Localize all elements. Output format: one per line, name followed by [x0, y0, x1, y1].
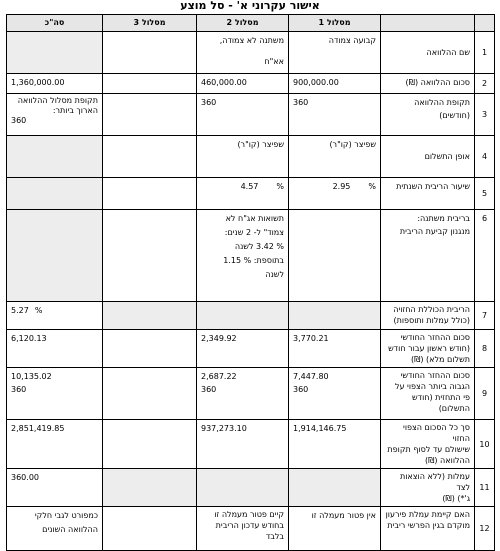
track-2-cell: שפיצר (קו"ר) [197, 136, 289, 178]
track-1-cell: שפיצר (קו"ר) [289, 136, 381, 178]
table-row [7, 330, 495, 368]
rate-number: 5.27 [11, 306, 29, 315]
amount: 2,851,419.85 [11, 424, 65, 433]
param-label [381, 368, 475, 420]
track-2-cell [197, 420, 289, 469]
total-cell [7, 94, 103, 136]
track-3-cell [103, 330, 197, 368]
param-label: שם ההלוואה [381, 32, 475, 74]
track-3-cell [103, 178, 197, 210]
row-number: 1 [475, 32, 495, 74]
amount: 360.00 [11, 473, 39, 482]
amount: 1,360,000.00 [11, 78, 65, 87]
header-track-2: מסלול 2 [197, 15, 289, 32]
track-2-line: בתוספת: % 1.15 [223, 256, 284, 265]
amount: 900,000.00 [293, 78, 339, 87]
table-row [7, 302, 495, 330]
track-2-line: בחודש עדכון הריבית [215, 521, 284, 530]
track-1-cell: קבועה צמודה [289, 32, 381, 74]
track-3-cell [103, 210, 197, 302]
percent-sign: % [34, 306, 43, 315]
track-2-cell [197, 178, 289, 210]
rate-number: 4.57 [240, 182, 259, 191]
table-row [7, 368, 495, 420]
track-2-line: לשנה [265, 270, 284, 279]
param-line: פי התחזית (חודש [412, 393, 470, 402]
track-1-cell [289, 420, 381, 469]
param-line: מוקדם בגין הפרשי ריבית [387, 521, 470, 530]
track-2-cell [197, 330, 289, 368]
track-1-cell [289, 178, 381, 210]
param-label: תקופת ההלוואה (חודשים) [381, 94, 475, 136]
table-row [7, 420, 495, 469]
total-line: 360 [11, 116, 27, 125]
table-row [7, 32, 495, 74]
param-label [381, 330, 475, 368]
param-line: תשלום מלא) (₪) [410, 355, 470, 364]
track-1-cell [289, 74, 381, 94]
amount: 7,447.80 [293, 372, 329, 381]
table-row [7, 74, 495, 94]
param-label: סכום ההלוואה (₪) [381, 74, 475, 94]
param-line: (כולל עמלות ותוספות) [393, 316, 470, 325]
param-label [381, 302, 475, 330]
track-2-line: תשואות אג"ח לא [225, 214, 284, 223]
page-title: אישור עקרוני א' - סל מוצע [180, 0, 320, 12]
amount: 2,687.22 [201, 372, 237, 381]
header-row [7, 15, 495, 32]
month: 360 [11, 385, 27, 394]
total-cell [7, 178, 103, 210]
amount: 460,000.00 [201, 78, 247, 87]
row-number: 5 [475, 178, 495, 210]
month: 360 [293, 385, 309, 394]
param-line: מנגנון קביעת הריבית [399, 227, 470, 236]
param-label [381, 469, 475, 507]
track-1-cell [289, 210, 381, 302]
param-label [381, 420, 475, 469]
track-2-line: צמוד" ל- 2 שנים: [224, 228, 284, 237]
table-row [7, 136, 495, 178]
param-line: (חודש ראשון עבור חודש [388, 344, 470, 353]
param-line: ההלוואה (₪) [425, 456, 470, 465]
track-2-cell [197, 210, 289, 302]
total-cell [7, 368, 103, 420]
param-line: סכום ההחזר החודשי [400, 333, 470, 342]
param-line: התשלום) [438, 404, 470, 413]
param-line: הריבית הכוללת החזויה [393, 305, 470, 314]
track-2-line: אא"ח [264, 57, 284, 66]
track-2-cell [197, 368, 289, 420]
track-1-cell [289, 302, 381, 330]
row-number: 6 [475, 210, 495, 302]
total-line: הארוך ביותר: [52, 106, 98, 115]
amount: 360 [293, 98, 309, 107]
track-1-cell [289, 469, 381, 507]
percent-sign: % [368, 182, 376, 191]
row-number: 9 [475, 368, 495, 420]
track-1-cell [289, 368, 381, 420]
track-3-cell [103, 94, 197, 136]
rate-number: 2.95 [332, 182, 351, 191]
table-row [7, 178, 495, 210]
header-track-1: מסלול 1 [289, 15, 381, 32]
row-number: 2 [475, 74, 495, 94]
param-label: אופן התשלום [381, 136, 475, 178]
track-2-line: בלבד [265, 532, 284, 541]
total-cell [7, 74, 103, 94]
track-3-cell [103, 368, 197, 420]
rate-value [201, 180, 284, 193]
amount: 937,273.10 [201, 424, 247, 433]
table-row [7, 94, 495, 136]
header-num [475, 15, 495, 32]
track-1-cell [289, 94, 381, 136]
track-3-cell [103, 302, 197, 330]
percent-sign: % [276, 182, 284, 191]
track-2-cell [197, 302, 289, 330]
table-row [7, 210, 495, 302]
row-number: 11 [475, 469, 495, 507]
param-line: שישולם עד לסוף תקופת [387, 445, 470, 454]
param-line: בריבית משתנה: [417, 214, 470, 223]
total-cell [7, 210, 103, 302]
header-track-3: מסלול 3 [103, 15, 197, 32]
total-line: כמפורט לגבי חלקי [34, 511, 98, 520]
total-cell [7, 330, 103, 368]
month: 360 [201, 385, 217, 394]
row-number: 7 [475, 302, 495, 330]
amount: 6,120.13 [11, 334, 47, 343]
param-line: ג'*) (₪) [442, 494, 470, 503]
track-3-cell [103, 420, 197, 469]
track-3-cell [103, 136, 197, 178]
param-label [381, 210, 475, 302]
track-2-cell [197, 469, 289, 507]
total-cell [7, 32, 103, 74]
param-line: סכום ההחזר החודשי [400, 371, 470, 380]
track-2-cell [197, 74, 289, 94]
table-row [7, 469, 495, 507]
param-line: הגבוה ביותר הצפוי על [394, 382, 470, 391]
track-1-cell: אין פטור מעמלה זו [289, 507, 381, 551]
amount: 10,135.02 [11, 372, 52, 381]
track-2-line: קיים פטור מעמלה זו [214, 510, 284, 519]
row-number: 3 [475, 94, 495, 136]
total-cell [7, 420, 103, 469]
track-3-cell [103, 74, 197, 94]
track-3-cell [103, 469, 197, 507]
amount: 1,914,146.75 [293, 424, 347, 433]
total-cell [7, 469, 103, 507]
total-cell [7, 136, 103, 178]
param-line: האם קיימת עמלת פירעון [385, 510, 470, 519]
rate-value [293, 180, 376, 193]
header-param [381, 15, 475, 32]
param-line: עמלות (ללא הוצאות לצד [399, 472, 470, 492]
rate-value [11, 304, 98, 317]
param-line: סך כל הסכום הצפוי החזוי [403, 423, 470, 443]
track-2-line: % 3.42 לשנה [234, 242, 284, 251]
row-number: 8 [475, 330, 495, 368]
track-2-cell [197, 32, 289, 74]
track-2-line: משתנה לא צמודה, [219, 36, 284, 45]
row-number: 10 [475, 420, 495, 469]
amount: 360 [201, 98, 217, 107]
param-label: שיעור הריבית השנתית [381, 178, 475, 210]
header-total: סה"כ [7, 15, 103, 32]
row-number: 4 [475, 136, 495, 178]
track-1-cell [289, 330, 381, 368]
amount: 2,349.92 [201, 334, 237, 343]
loan-offer-table [6, 14, 495, 551]
total-cell [7, 302, 103, 330]
track-3-cell [103, 32, 197, 74]
amount: 3,770.21 [293, 334, 329, 343]
total-line: ההלוואה השונים [42, 525, 98, 534]
row-number: 12 [475, 507, 495, 551]
total-line: תקופת מסלול ההלוואה [17, 96, 98, 105]
track-2-cell [197, 94, 289, 136]
